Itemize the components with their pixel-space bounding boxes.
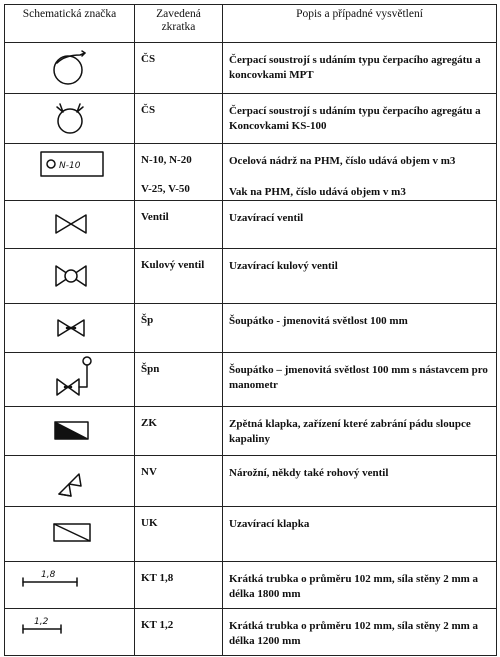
abbreviation-cell: Šp [135,304,223,353]
abbreviation-cell: Ventil [135,201,223,249]
table-row [5,249,497,304]
tank-icon [5,144,135,199]
header-abbr-line2: zkratka [161,21,196,33]
symbol-cell [5,43,135,94]
corner-valve-icon [5,456,135,506]
abbr-tank: N-10, N-20 [141,154,192,166]
desc-tank: Ocelová nádrž na PHM, číslo udává objem v m3 [229,155,456,167]
symbol-cell [5,456,135,507]
table-row [5,201,497,249]
table-row [5,304,497,353]
symbol-cell [5,249,135,304]
description-cell [223,144,497,201]
table-row [5,562,497,609]
header-description: Popis a případné vysvětlení [223,5,497,43]
gate-valve-manometer-icon [5,353,135,406]
tank-label: N-10 [59,161,81,171]
description-cell: Čerpací soustrojí s udáním typu čerpacího agregátu a Koncovkami KS-100 [223,94,497,144]
ball-valve-icon [5,249,135,303]
description-cell: Čerpací soustrojí s udáním typu čerpacího agregátu a koncovkami MPT [223,43,497,94]
table-row [5,507,497,562]
abbreviation-cell: KT 1,8 [135,562,223,609]
header-symbol: Schematická značka [5,5,135,43]
header-abbr-line1: Zavedená [156,8,201,20]
gate-valve-icon [5,304,135,352]
pump-mpt-icon [5,43,135,93]
table-row [5,43,497,94]
symbol-cell [5,353,135,407]
description-cell: Krátká trubka o průměru 102 mm, síla stěny 2 mm a délka 1800 mm [223,562,497,609]
description-cell: Šoupátko - jmenovitá světlost 100 mm [223,304,497,353]
butterfly-valve-icon [5,507,135,561]
abbreviation-cell: ČS [135,43,223,94]
table-row [5,609,497,656]
valve-icon [5,201,135,248]
table-row [5,94,497,144]
pump-ks100-icon [5,94,135,143]
desc-bag: Vak na PHM, číslo udává objem v m3 [229,186,406,198]
abbreviation-cell [135,144,223,201]
pipe-length-label: 1,2 [34,617,49,627]
short-pipe-18-icon [5,562,135,608]
description-cell: Zpětná klapka, zařízení které zabrání pádu sloupce kapaliny [223,407,497,456]
description-cell: Uzavírací klapka [223,507,497,562]
abbreviation-cell: ZK [135,407,223,456]
header-abbreviation [135,5,223,43]
symbol-cell [5,562,135,609]
abbreviation-cell: ČS [135,94,223,144]
symbol-cell [5,609,135,656]
symbol-cell [5,407,135,456]
symbol-cell [5,304,135,353]
table-row [5,407,497,456]
symbol-cell [5,94,135,144]
pipe-length-label: 1,8 [41,570,56,580]
abbreviation-cell: Špn [135,353,223,407]
symbol-legend-table [4,4,497,656]
description-cell: Šoupátko – jmenovitá světlost 100 mm s nástavcem pro manometr [223,353,497,407]
table-row [5,144,497,201]
abbreviation-cell: NV [135,456,223,507]
description-cell: Krátká trubka o průměru 102 mm, síla stěny 2 mm a délka 1200 mm [223,609,497,656]
abbr-bag: V-25, V-50 [141,183,190,195]
description-cell: Uzavírací ventil [223,201,497,249]
header-row [5,5,497,43]
abbreviation-cell: Kulový ventil [135,249,223,304]
description-cell: Uzavírací kulový ventil [223,249,497,304]
symbol-cell [5,507,135,562]
short-pipe-12-icon [5,609,135,655]
check-valve-icon [5,407,135,455]
symbol-cell [5,201,135,249]
abbreviation-cell: KT 1,2 [135,609,223,656]
table-row [5,353,497,407]
table-row [5,456,497,507]
symbol-cell [5,144,135,201]
abbreviation-cell: UK [135,507,223,562]
description-cell: Nárožní, někdy také rohový ventil [223,456,497,507]
